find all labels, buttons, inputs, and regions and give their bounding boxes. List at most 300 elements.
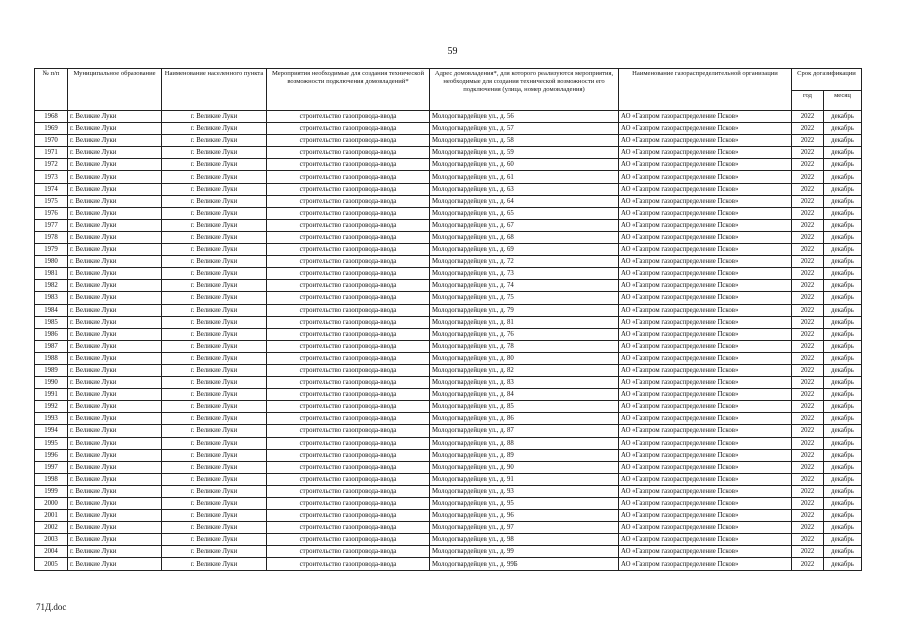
cell-num: 1988 (35, 352, 68, 364)
cell-year: 2022 (792, 546, 824, 558)
cell-settlement: г. Великие Луки (162, 111, 267, 123)
cell-address: Молодогвардейцев ул., д. 57 (430, 123, 619, 135)
cell-address: Молодогвардейцев ул., д. 95 (430, 498, 619, 510)
cell-measure: строительство газопровода-ввода (267, 377, 430, 389)
cell-year: 2022 (792, 268, 824, 280)
cell-measure: строительство газопровода-ввода (267, 135, 430, 147)
table-row (35, 401, 862, 413)
cell-month: декабрь (824, 231, 862, 243)
cell-settlement: г. Великие Луки (162, 546, 267, 558)
cell-month: декабрь (824, 304, 862, 316)
cell-organization: АО «Газпром газораспределение Псков» (619, 159, 792, 171)
cell-organization: АО «Газпром газораспределение Псков» (619, 244, 792, 256)
cell-year: 2022 (792, 510, 824, 522)
cell-num: 1998 (35, 473, 68, 485)
cell-settlement: г. Великие Луки (162, 219, 267, 231)
cell-num: 1987 (35, 340, 68, 352)
cell-num: 1974 (35, 183, 68, 195)
cell-num: 1991 (35, 389, 68, 401)
cell-settlement: г. Великие Луки (162, 340, 267, 352)
cell-settlement: г. Великие Луки (162, 473, 267, 485)
cell-year: 2022 (792, 522, 824, 534)
cell-month: декабрь (824, 111, 862, 123)
cell-measure: строительство газопровода-ввода (267, 207, 430, 219)
cell-organization: АО «Газпром газораспределение Псков» (619, 304, 792, 316)
cell-month: декабрь (824, 546, 862, 558)
header-address: Адрес домовладения*, для которого реализуются мероприятия, необходимые для создания технической возможности его подключения (улица, номер домовладения) (430, 69, 619, 111)
table-row (35, 304, 862, 316)
table-row (35, 340, 862, 352)
cell-measure: строительство газопровода-ввода (267, 522, 430, 534)
cell-measure: строительство газопровода-ввода (267, 111, 430, 123)
cell-measure: строительство газопровода-ввода (267, 485, 430, 497)
cell-municipality: г. Великие Луки (68, 256, 162, 268)
cell-measure: строительство газопровода-ввода (267, 510, 430, 522)
cell-measure: строительство газопровода-ввода (267, 401, 430, 413)
table-row (35, 123, 862, 135)
table-row (35, 292, 862, 304)
cell-year: 2022 (792, 437, 824, 449)
cell-address: Молодогвардейцев ул., д. 61 (430, 171, 619, 183)
cell-measure: строительство газопровода-ввода (267, 449, 430, 461)
cell-num: 2000 (35, 498, 68, 510)
cell-municipality: г. Великие Луки (68, 461, 162, 473)
cell-num: 2004 (35, 546, 68, 558)
cell-num: 1979 (35, 244, 68, 256)
cell-year: 2022 (792, 195, 824, 207)
cell-municipality: г. Великие Луки (68, 328, 162, 340)
cell-organization: АО «Газпром газораспределение Псков» (619, 352, 792, 364)
cell-address: Молодогвардейцев ул., д. 89 (430, 449, 619, 461)
cell-num: 1992 (35, 401, 68, 413)
cell-address: Молодогвардейцев ул., д. 99 (430, 546, 619, 558)
cell-municipality: г. Великие Луки (68, 147, 162, 159)
cell-num: 1970 (35, 135, 68, 147)
cell-year: 2022 (792, 292, 824, 304)
gasification-table (34, 68, 862, 571)
cell-organization: АО «Газпром газораспределение Псков» (619, 195, 792, 207)
cell-month: декабрь (824, 413, 862, 425)
table-row (35, 534, 862, 546)
cell-num: 1996 (35, 449, 68, 461)
cell-year: 2022 (792, 364, 824, 376)
cell-year: 2022 (792, 244, 824, 256)
cell-num: 1975 (35, 195, 68, 207)
cell-organization: АО «Газпром газораспределение Псков» (619, 485, 792, 497)
cell-measure: строительство газопровода-ввода (267, 268, 430, 280)
cell-address: Молодогвардейцев ул., д. 75 (430, 292, 619, 304)
table-row (35, 510, 862, 522)
cell-measure: строительство газопровода-ввода (267, 558, 430, 570)
cell-municipality: г. Великие Луки (68, 219, 162, 231)
cell-measure: строительство газопровода-ввода (267, 219, 430, 231)
cell-organization: АО «Газпром газораспределение Псков» (619, 449, 792, 461)
cell-measure: строительство газопровода-ввода (267, 280, 430, 292)
header-organization: Наименование газораспределительной организации (619, 69, 792, 111)
cell-year: 2022 (792, 123, 824, 135)
cell-settlement: г. Великие Луки (162, 304, 267, 316)
cell-measure: строительство газопровода-ввода (267, 425, 430, 437)
table-row (35, 147, 862, 159)
cell-month: декабрь (824, 147, 862, 159)
cell-organization: АО «Газпром газораспределение Псков» (619, 534, 792, 546)
table-row (35, 461, 862, 473)
cell-measure: строительство газопровода-ввода (267, 123, 430, 135)
cell-month: декабрь (824, 159, 862, 171)
cell-municipality: г. Великие Луки (68, 195, 162, 207)
cell-year: 2022 (792, 413, 824, 425)
cell-num: 1997 (35, 461, 68, 473)
cell-municipality: г. Великие Луки (68, 437, 162, 449)
cell-organization: АО «Газпром газораспределение Псков» (619, 256, 792, 268)
cell-settlement: г. Великие Луки (162, 498, 267, 510)
cell-settlement: г. Великие Луки (162, 449, 267, 461)
table-row (35, 111, 862, 123)
cell-address: Молодогвардейцев ул., д. 93 (430, 485, 619, 497)
cell-address: Молодогвардейцев ул., д. 74 (430, 280, 619, 292)
cell-organization: АО «Газпром газораспределение Псков» (619, 207, 792, 219)
table-row (35, 195, 862, 207)
cell-settlement: г. Великие Луки (162, 244, 267, 256)
cell-measure: строительство газопровода-ввода (267, 546, 430, 558)
cell-address: Молодогвардейцев ул., д. 69 (430, 244, 619, 256)
cell-num: 1976 (35, 207, 68, 219)
table-row (35, 135, 862, 147)
cell-month: декабрь (824, 256, 862, 268)
cell-address: Молодогвардейцев ул., д. 73 (430, 268, 619, 280)
table-row (35, 256, 862, 268)
cell-month: декабрь (824, 183, 862, 195)
cell-month: декабрь (824, 207, 862, 219)
table-row (35, 231, 862, 243)
cell-organization: АО «Газпром газораспределение Псков» (619, 147, 792, 159)
table-row (35, 449, 862, 461)
cell-settlement: г. Великие Луки (162, 522, 267, 534)
cell-year: 2022 (792, 159, 824, 171)
cell-organization: АО «Газпром газораспределение Псков» (619, 364, 792, 376)
cell-month: декабрь (824, 244, 862, 256)
cell-year: 2022 (792, 485, 824, 497)
cell-month: декабрь (824, 558, 862, 570)
cell-municipality: г. Великие Луки (68, 534, 162, 546)
cell-year: 2022 (792, 147, 824, 159)
cell-settlement: г. Великие Луки (162, 558, 267, 570)
cell-month: декабрь (824, 377, 862, 389)
table-row (35, 244, 862, 256)
cell-address: Молодогвардейцев ул., д. 56 (430, 111, 619, 123)
cell-measure: строительство газопровода-ввода (267, 413, 430, 425)
cell-settlement: г. Великие Луки (162, 159, 267, 171)
cell-year: 2022 (792, 280, 824, 292)
cell-num: 1989 (35, 364, 68, 376)
cell-measure: строительство газопровода-ввода (267, 244, 430, 256)
cell-measure: строительство газопровода-ввода (267, 231, 430, 243)
cell-organization: АО «Газпром газораспределение Псков» (619, 316, 792, 328)
table-row (35, 522, 862, 534)
table-row (35, 485, 862, 497)
cell-municipality: г. Великие Луки (68, 473, 162, 485)
table-row (35, 473, 862, 485)
header-month: месяц (824, 91, 862, 111)
cell-month: декабрь (824, 522, 862, 534)
cell-municipality: г. Великие Луки (68, 280, 162, 292)
cell-address: Молодогвардейцев ул., д. 87 (430, 425, 619, 437)
table-row (35, 183, 862, 195)
cell-year: 2022 (792, 231, 824, 243)
cell-num: 2005 (35, 558, 68, 570)
table-row (35, 425, 862, 437)
cell-organization: АО «Газпром газораспределение Псков» (619, 498, 792, 510)
cell-settlement: г. Великие Луки (162, 364, 267, 376)
cell-address: Молодогвардейцев ул., д. 99Б (430, 558, 619, 570)
cell-address: Молодогвардейцев ул., д. 65 (430, 207, 619, 219)
cell-address: Молодогвардейцев ул., д. 83 (430, 377, 619, 389)
cell-month: декабрь (824, 280, 862, 292)
cell-address: Молодогвардейцев ул., д. 79 (430, 304, 619, 316)
cell-num: 1993 (35, 413, 68, 425)
cell-num: 2002 (35, 522, 68, 534)
cell-month: декабрь (824, 510, 862, 522)
cell-month: декабрь (824, 485, 862, 497)
cell-municipality: г. Великие Луки (68, 171, 162, 183)
cell-municipality: г. Великие Луки (68, 159, 162, 171)
cell-settlement: г. Великие Луки (162, 389, 267, 401)
cell-organization: АО «Газпром газораспределение Псков» (619, 219, 792, 231)
cell-address: Молодогвардейцев ул., д. 76 (430, 328, 619, 340)
cell-measure: строительство газопровода-ввода (267, 316, 430, 328)
cell-address: Молодогвардейцев ул., д. 64 (430, 195, 619, 207)
cell-settlement: г. Великие Луки (162, 328, 267, 340)
cell-organization: АО «Газпром газораспределение Псков» (619, 461, 792, 473)
cell-settlement: г. Великие Луки (162, 280, 267, 292)
cell-municipality: г. Великие Луки (68, 123, 162, 135)
cell-settlement: г. Великие Луки (162, 485, 267, 497)
cell-organization: АО «Газпром газораспределение Псков» (619, 280, 792, 292)
cell-municipality: г. Великие Луки (68, 244, 162, 256)
cell-settlement: г. Великие Луки (162, 377, 267, 389)
cell-month: декабрь (824, 401, 862, 413)
cell-address: Молодогвардейцев ул., д. 90 (430, 461, 619, 473)
cell-organization: АО «Газпром газораспределение Псков» (619, 522, 792, 534)
cell-month: декабрь (824, 498, 862, 510)
cell-num: 1999 (35, 485, 68, 497)
table-row (35, 498, 862, 510)
cell-measure: строительство газопровода-ввода (267, 498, 430, 510)
cell-month: декабрь (824, 473, 862, 485)
cell-address: Молодогвардейцев ул., д. 82 (430, 364, 619, 376)
cell-municipality: г. Великие Луки (68, 352, 162, 364)
cell-month: декабрь (824, 534, 862, 546)
cell-num: 1986 (35, 328, 68, 340)
cell-settlement: г. Великие Луки (162, 171, 267, 183)
cell-year: 2022 (792, 304, 824, 316)
table-row (35, 437, 862, 449)
cell-year: 2022 (792, 389, 824, 401)
table-row (35, 558, 862, 570)
cell-year: 2022 (792, 425, 824, 437)
table-row (35, 546, 862, 558)
cell-measure: строительство газопровода-ввода (267, 437, 430, 449)
cell-month: декабрь (824, 268, 862, 280)
cell-settlement: г. Великие Луки (162, 207, 267, 219)
cell-year: 2022 (792, 207, 824, 219)
cell-municipality: г. Великие Луки (68, 413, 162, 425)
cell-num: 1994 (35, 425, 68, 437)
cell-organization: АО «Газпром газораспределение Псков» (619, 389, 792, 401)
cell-organization: АО «Газпром газораспределение Псков» (619, 437, 792, 449)
cell-month: декабрь (824, 123, 862, 135)
cell-num: 1982 (35, 280, 68, 292)
cell-settlement: г. Великие Луки (162, 461, 267, 473)
cell-address: Молодогвардейцев ул., д. 67 (430, 219, 619, 231)
cell-organization: АО «Газпром газораспределение Псков» (619, 425, 792, 437)
cell-municipality: г. Великие Луки (68, 340, 162, 352)
cell-address: Молодогвардейцев ул., д. 97 (430, 522, 619, 534)
cell-organization: АО «Газпром газораспределение Псков» (619, 473, 792, 485)
cell-num: 1995 (35, 437, 68, 449)
cell-measure: строительство газопровода-ввода (267, 256, 430, 268)
cell-organization: АО «Газпром газораспределение Псков» (619, 546, 792, 558)
cell-municipality: г. Великие Луки (68, 111, 162, 123)
cell-address: Молодогвардейцев ул., д. 60 (430, 159, 619, 171)
cell-address: Молодогвардейцев ул., д. 58 (430, 135, 619, 147)
cell-municipality: г. Великие Луки (68, 316, 162, 328)
cell-organization: АО «Газпром газораспределение Псков» (619, 135, 792, 147)
cell-municipality: г. Великие Луки (68, 401, 162, 413)
cell-address: Молодогвардейцев ул., д. 81 (430, 316, 619, 328)
cell-municipality: г. Великие Луки (68, 135, 162, 147)
cell-settlement: г. Великие Луки (162, 123, 267, 135)
cell-municipality: г. Великие Луки (68, 207, 162, 219)
table-row (35, 219, 862, 231)
cell-num: 1968 (35, 111, 68, 123)
cell-measure: строительство газопровода-ввода (267, 340, 430, 352)
cell-address: Молодогвардейцев ул., д. 59 (430, 147, 619, 159)
table-row (35, 328, 862, 340)
cell-num: 1972 (35, 159, 68, 171)
cell-month: декабрь (824, 449, 862, 461)
cell-organization: АО «Газпром газораспределение Псков» (619, 292, 792, 304)
table-row (35, 316, 862, 328)
cell-organization: АО «Газпром газораспределение Псков» (619, 171, 792, 183)
cell-num: 1983 (35, 292, 68, 304)
cell-year: 2022 (792, 461, 824, 473)
header-measures: Мероприятия необходимые для создания технической возможности подключения домовладений* (267, 69, 430, 111)
cell-num: 1971 (35, 147, 68, 159)
cell-month: декабрь (824, 135, 862, 147)
cell-measure: строительство газопровода-ввода (267, 304, 430, 316)
cell-month: декабрь (824, 461, 862, 473)
cell-municipality: г. Великие Луки (68, 510, 162, 522)
cell-address: Молодогвардейцев ул., д. 84 (430, 389, 619, 401)
cell-measure: строительство газопровода-ввода (267, 534, 430, 546)
cell-municipality: г. Великие Луки (68, 364, 162, 376)
cell-municipality: г. Великие Луки (68, 268, 162, 280)
cell-month: декабрь (824, 219, 862, 231)
cell-settlement: г. Великие Луки (162, 231, 267, 243)
cell-address: Молодогвардейцев ул., д. 88 (430, 437, 619, 449)
cell-address: Молодогвардейцев ул., д. 78 (430, 340, 619, 352)
cell-settlement: г. Великие Луки (162, 510, 267, 522)
cell-year: 2022 (792, 534, 824, 546)
cell-num: 1980 (35, 256, 68, 268)
cell-settlement: г. Великие Луки (162, 147, 267, 159)
cell-municipality: г. Великие Луки (68, 389, 162, 401)
cell-measure: строительство газопровода-ввода (267, 473, 430, 485)
cell-year: 2022 (792, 473, 824, 485)
cell-num: 2001 (35, 510, 68, 522)
cell-organization: АО «Газпром газораспределение Псков» (619, 328, 792, 340)
cell-municipality: г. Великие Луки (68, 425, 162, 437)
cell-settlement: г. Великие Луки (162, 534, 267, 546)
cell-measure: строительство газопровода-ввода (267, 195, 430, 207)
cell-month: декабрь (824, 437, 862, 449)
cell-month: декабрь (824, 316, 862, 328)
cell-municipality: г. Великие Луки (68, 546, 162, 558)
cell-measure: строительство газопровода-ввода (267, 461, 430, 473)
cell-num: 1985 (35, 316, 68, 328)
cell-municipality: г. Великие Луки (68, 485, 162, 497)
cell-year: 2022 (792, 352, 824, 364)
cell-month: декабрь (824, 352, 862, 364)
cell-year: 2022 (792, 401, 824, 413)
cell-organization: АО «Газпром газораспределение Псков» (619, 231, 792, 243)
cell-year: 2022 (792, 328, 824, 340)
cell-measure: строительство газопровода-ввода (267, 159, 430, 171)
cell-num: 2003 (35, 534, 68, 546)
cell-settlement: г. Великие Луки (162, 437, 267, 449)
cell-year: 2022 (792, 135, 824, 147)
cell-measure: строительство газопровода-ввода (267, 171, 430, 183)
cell-month: декабрь (824, 171, 862, 183)
header-year: год (792, 91, 824, 111)
cell-address: Молодогвардейцев ул., д. 91 (430, 473, 619, 485)
cell-measure: строительство газопровода-ввода (267, 292, 430, 304)
table-row (35, 280, 862, 292)
table-row (35, 207, 862, 219)
cell-month: декабрь (824, 328, 862, 340)
cell-municipality: г. Великие Луки (68, 304, 162, 316)
header-settlement: Наименование населенного пункта (162, 69, 267, 111)
cell-municipality: г. Великие Луки (68, 522, 162, 534)
cell-address: Молодогвардейцев ул., д. 86 (430, 413, 619, 425)
cell-address: Молодогвардейцев ул., д. 68 (430, 231, 619, 243)
header-municipality: Муниципальное образование (68, 69, 162, 111)
cell-address: Молодогвардейцев ул., д. 72 (430, 256, 619, 268)
cell-num: 1981 (35, 268, 68, 280)
table-row (35, 413, 862, 425)
table-body (35, 111, 862, 571)
cell-year: 2022 (792, 256, 824, 268)
cell-year: 2022 (792, 171, 824, 183)
cell-municipality: г. Великие Луки (68, 377, 162, 389)
cell-year: 2022 (792, 377, 824, 389)
cell-month: декабрь (824, 340, 862, 352)
cell-measure: строительство газопровода-ввода (267, 183, 430, 195)
cell-month: декабрь (824, 389, 862, 401)
cell-year: 2022 (792, 219, 824, 231)
table-row (35, 159, 862, 171)
cell-organization: АО «Газпром газораспределение Псков» (619, 111, 792, 123)
cell-settlement: г. Великие Луки (162, 401, 267, 413)
cell-organization: АО «Газпром газораспределение Псков» (619, 268, 792, 280)
cell-year: 2022 (792, 316, 824, 328)
table-header (35, 69, 862, 111)
cell-municipality: г. Великие Луки (68, 231, 162, 243)
cell-organization: АО «Газпром газораспределение Псков» (619, 377, 792, 389)
cell-organization: АО «Газпром газораспределение Псков» (619, 123, 792, 135)
cell-measure: строительство газопровода-ввода (267, 364, 430, 376)
